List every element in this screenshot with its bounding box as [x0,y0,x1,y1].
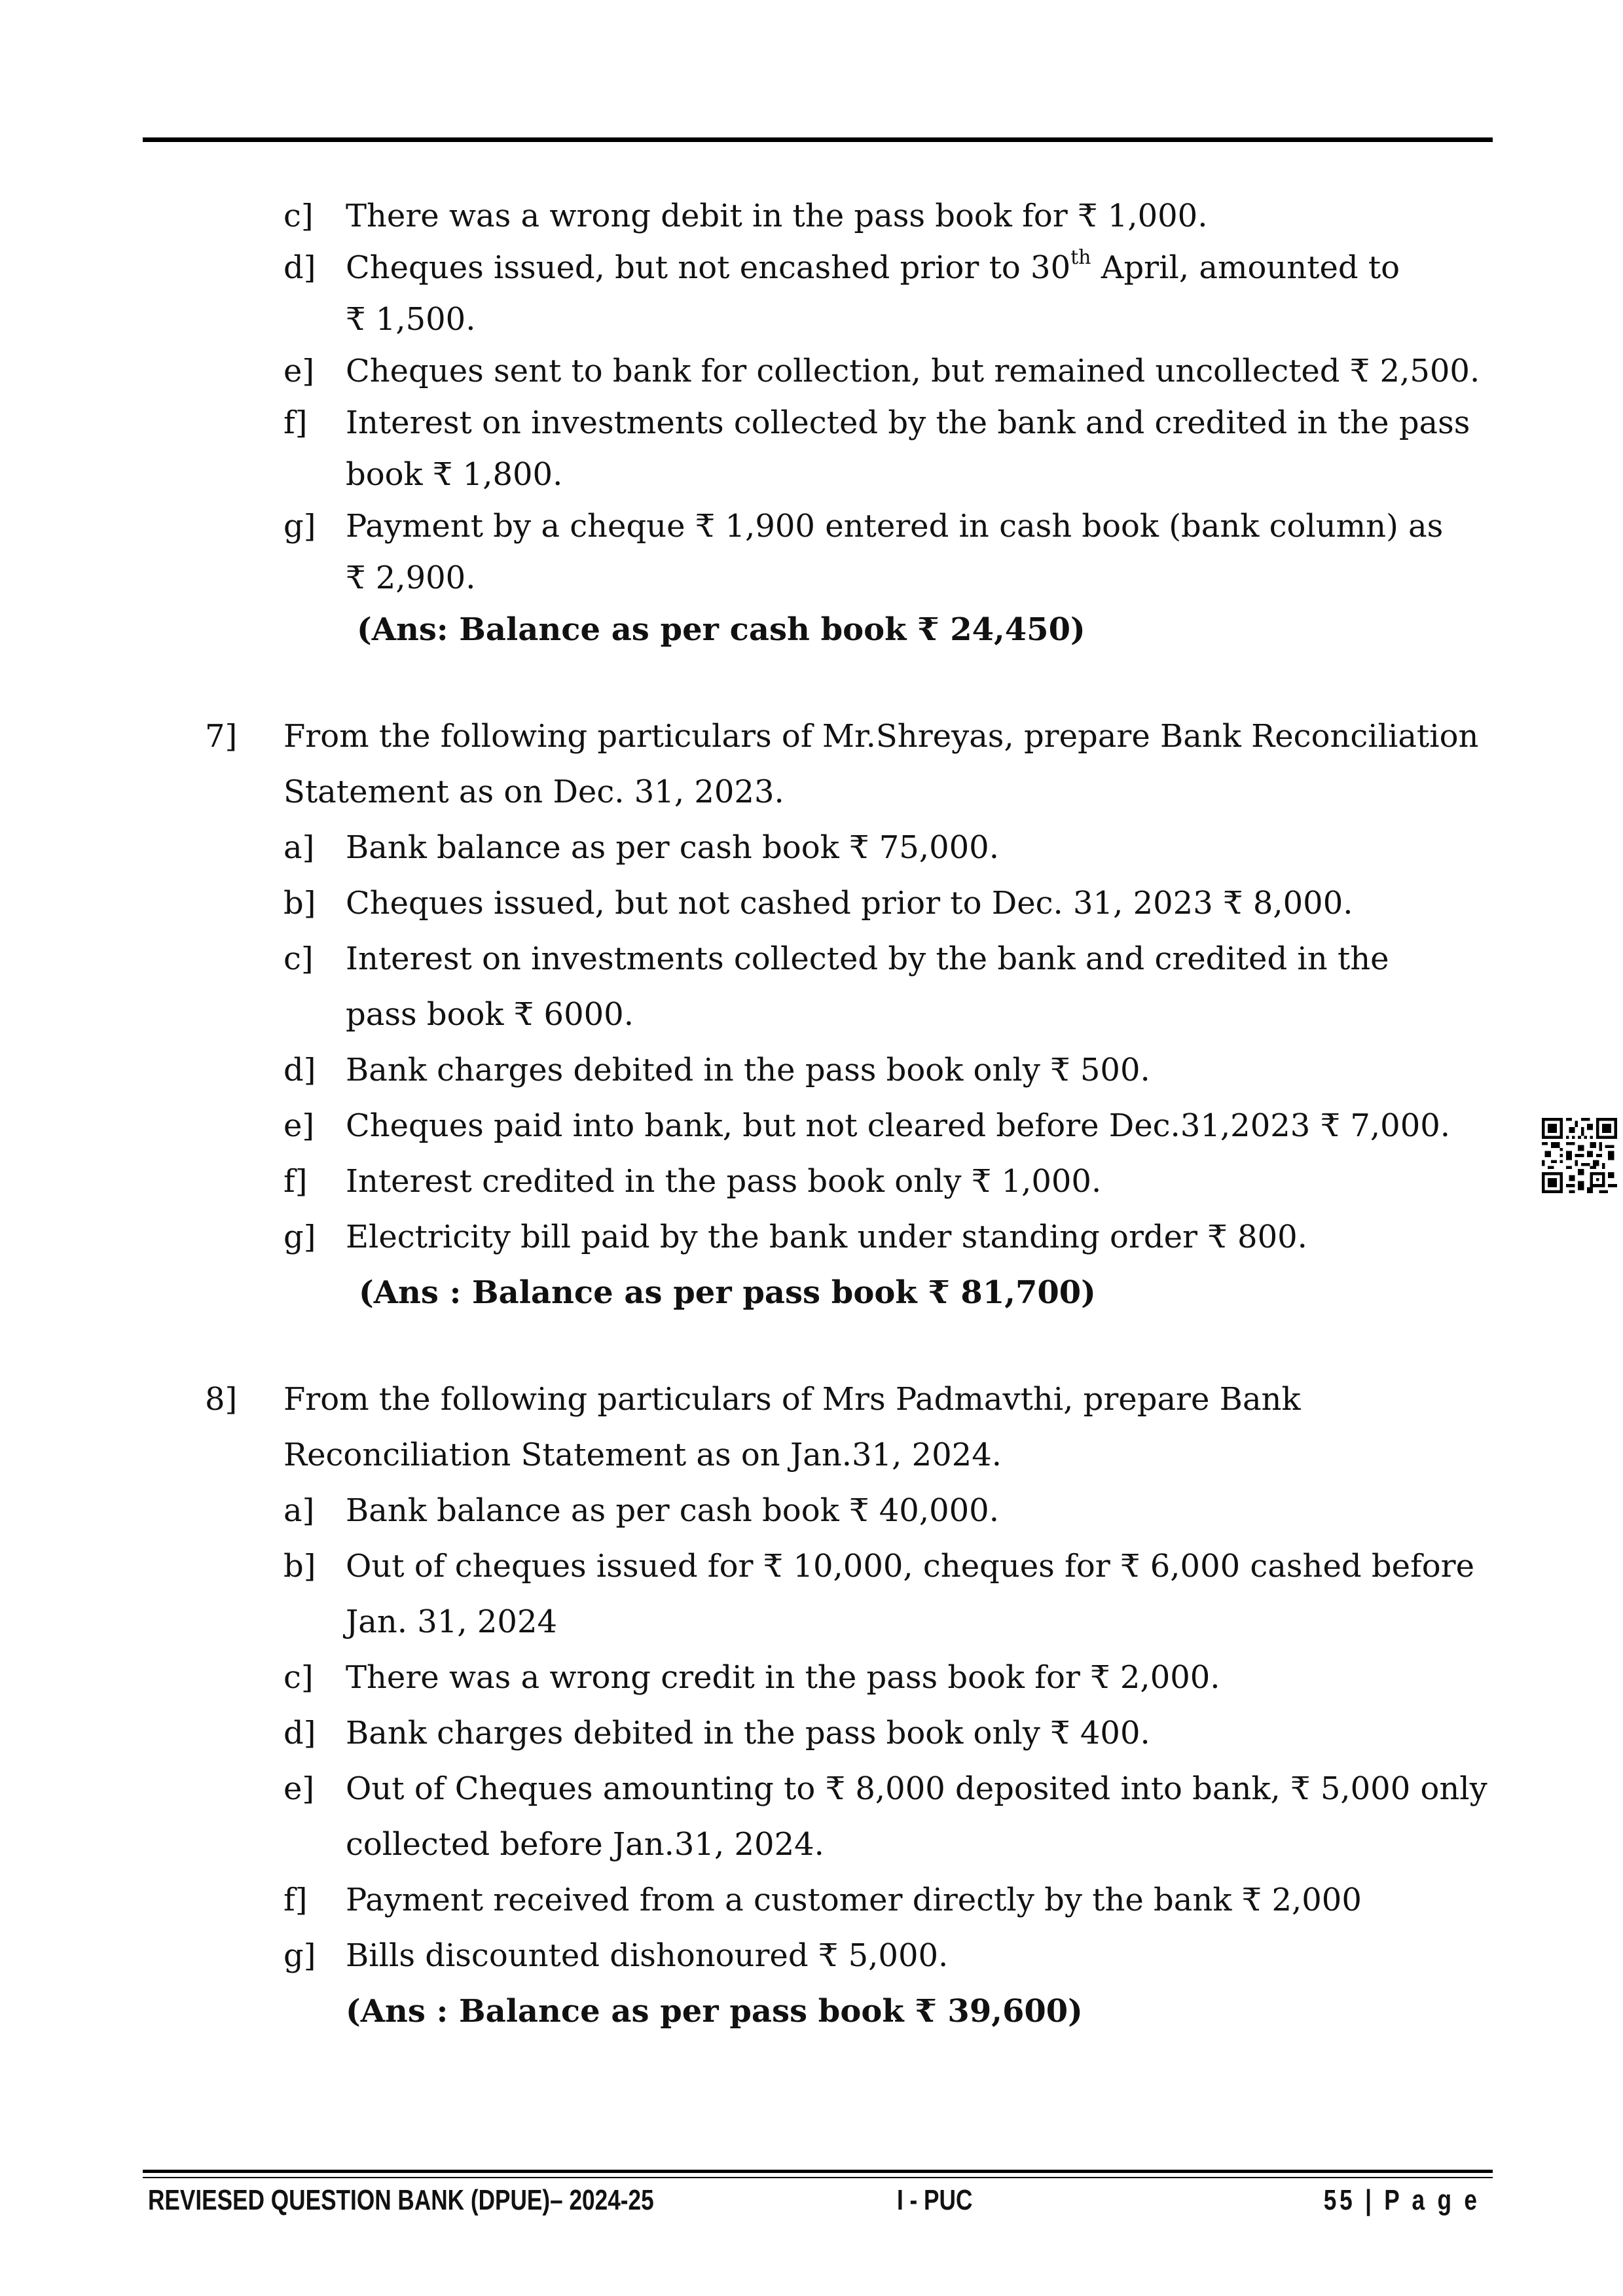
item-label: b] [283,1548,316,1585]
footer-class: I - PUC [897,2184,973,2216]
item-label: a] [283,1492,315,1529]
item-text-cont: ₹ 2,900. [346,560,476,596]
question-number: 8] [205,1381,238,1418]
item-label: d] [283,1052,316,1088]
item-text: Bank charges debited in the pass book only ₹ 400. [346,1715,1150,1751]
item-label: e] [283,1107,315,1144]
page-number: 55 | P a g e [1324,2184,1480,2216]
item-text: Cheques issued, but not cashed prior to Dec. 31, 2023 ₹ 8,000. [346,885,1353,922]
item-label: b] [283,885,316,922]
footer-rule-thin [143,2177,1493,2178]
footer-title: REVIESED QUESTION BANK (DPUE)– 2024-25 [148,2184,654,2216]
ordinal-suffix: th [1070,246,1091,269]
item-label: f] [283,1882,308,1918]
item-text: Interest on investments collected by the bank and credited in the [346,941,1389,977]
item-label: d] [283,249,316,286]
item-text-cont: ₹ 1,500. [346,301,476,338]
item-label: a] [283,829,315,866]
header-rule [143,137,1493,142]
item-text-cont: collected before Jan.31, 2024. [346,1826,824,1863]
item-label: e] [283,353,315,389]
item-text: Cheques paid into bank, but not cleared before Dec.31,2023 ₹ 7,000. [346,1107,1451,1144]
footer-rule [143,2170,1493,2173]
answer-line: (Ans : Balance as per pass book ₹ 39,600) [346,1993,1083,2030]
answer-line: (Ans: Balance as per cash book ₹ 24,450) [357,611,1085,648]
item-text-cont: Jan. 31, 2024 [346,1604,558,1640]
qr-code-icon [1542,1118,1617,1193]
item-label: g] [283,1937,316,1974]
item-text: Payment received from a customer directly by the bank ₹ 2,000 [346,1882,1362,1918]
item-text: Cheques sent to bank for collection, but remained uncollected ₹ 2,500. [346,353,1480,389]
item-label: f] [283,1163,308,1200]
item-text: Electricity bill paid by the bank under standing order ₹ 800. [346,1219,1307,1255]
question-intro-cont: Reconciliation Statement as on Jan.31, 2024. [283,1437,1002,1473]
item-label: g] [283,1219,316,1255]
item-text: There was a wrong credit in the pass book for ₹ 2,000. [346,1659,1220,1696]
question-number: 7] [205,718,238,755]
item-text: Out of Cheques amounting to ₹ 8,000 deposited into bank, ₹ 5,000 only [346,1770,1487,1807]
item-text: Out of cheques issued for ₹ 10,000, cheques for ₹ 6,000 cashed before [346,1548,1474,1585]
answer-line: (Ans : Balance as per pass book ₹ 81,700) [359,1274,1096,1311]
item-label: e] [283,1770,315,1807]
question-intro-cont: Statement as on Dec. 31, 2023. [283,774,784,810]
item-text: Interest on investments collected by the bank and credited in the pass [346,404,1470,441]
item-label: c] [283,941,314,977]
item-label: c] [283,198,314,234]
item-text-cont: book ₹ 1,800. [346,456,563,493]
item-text: Payment by a cheque ₹ 1,900 entered in cash book (bank column) as [346,508,1444,545]
question-intro: From the following particulars of Mrs Padmavthi, prepare Bank [283,1381,1301,1418]
item-text: Bills discounted dishonoured ₹ 5,000. [346,1937,949,1974]
item-text: Cheques issued, but not encashed prior to 30th April, amounted to [346,246,1400,286]
item-label: c] [283,1659,314,1696]
question-intro: From the following particulars of Mr.Shreyas, prepare Bank Reconciliation [283,718,1479,755]
item-text-cont: pass book ₹ 6000. [346,996,634,1033]
item-label: f] [283,404,308,441]
item-label: g] [283,508,316,545]
item-text: Bank balance as per cash book ₹ 75,000. [346,829,999,866]
item-text: There was a wrong debit in the pass book for ₹ 1,000. [346,198,1208,234]
item-text: Interest credited in the pass book only ₹ 1,000. [346,1163,1102,1200]
item-text: Bank balance as per cash book ₹ 40,000. [346,1492,999,1529]
item-text: Bank charges debited in the pass book only ₹ 500. [346,1052,1150,1088]
item-label: d] [283,1715,316,1751]
